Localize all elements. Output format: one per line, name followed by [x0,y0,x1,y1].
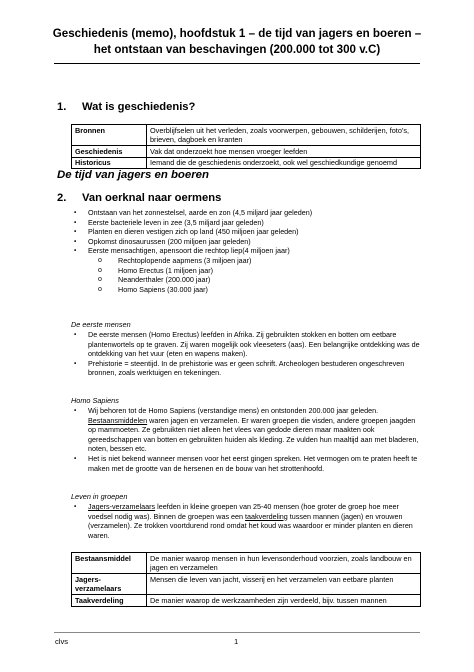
sub-list-item: o Homo Sapiens (30.000 jaar) [98,284,208,294]
footer-author: clvs [55,637,69,646]
table-row [72,553,421,574]
list-item: ▪ Eerste mensachtigen, apensoort die rechtop liep(4 miljoen jaar) o Rechtoplopende aapmens (3 miljoen jaar) o Homo Erectus (1 miljoen jaar) o Neanderthaler (200.000 jaar) o Homo Sapiens (30.000 jaar) [71,246,421,294]
table-definition: De manier waarop de werkzaamheden zijn verdeeld, bijv. tussen mannen [147,595,421,607]
sub-list-item: o Homo Erectus (1 miljoen jaar) [98,265,214,275]
list-item: ▪ Ontstaan van het zonnestelsel, aarde en zon (4,5 miljard jaar geleden) [74,208,313,217]
table-term: Jagers-verzamelaars [72,574,147,595]
list-item: ▪ Jagers-verzamelaars leefden in kleine groepen van 25-40 mensen (hoe groter de groep hoe meer voedsel nodig was). Binnen de groepen was een taakverdeling tussen mannen (jagen) en vrouwen (verzamelen). Ze trokken voortdurend rond omdat het koud was waardoor er minder planten en dieren waren. [74,502,413,540]
table-term: Bestaansmiddel [72,553,147,574]
sub-list [88,256,421,294]
list-item: ▪ Wij behoren tot de Homo Sapiens (verstandige mens) en ontstonden 200.000 jaar geleden. Bestaansmiddelen waren jagen en verzamelen. Er waren groepen die visden, andere groepen jaagden op mammoeten. Ze gebruikten niet alleen het vlees van gedode dieren maar maakten ook gereedschappen van botten en gebruikten huiden als kleding. Ze vulden hun maaltijd aan met bladeren, noten, bessen etc. [74,406,419,454]
table-term: Historicus [72,157,147,169]
table-row [72,574,421,595]
table-term: Bronnen [72,125,147,146]
section-1-heading: 1. Wat is geschiedenis? [57,101,196,113]
homo-sapiens-list [71,406,421,473]
title-line-2: het ontstaan van beschavingen (200.000 tot 300 v.C) [93,43,381,56]
table-row [72,125,421,146]
table-definition: Mensen die leven van jacht, visserij en het verzamelen van eetbare planten [147,574,421,595]
list-item: ▪ De eerste mensen (Homo Erectus) leefden in Afrika. Zij gebruikten stokken en botten om eetbare plantenwortels op te graven. Zij waren mogelijk ook vleeseters (aas). Een belangrijke ontdekking was de ontdekking van het vuur (eten en wapens maken). [74,330,420,359]
list-item: ▪ Planten en dieren vestigen zich op land (450 miljoen jaar geleden) [74,227,299,237]
subheading-homo-sapiens: Homo Sapiens [71,396,119,405]
subheading-leven-in-groepen: Leven in groepen [71,492,128,501]
table-row [72,146,421,158]
table-term: Geschiedenis [72,146,147,158]
part-heading: De tijd van jagers en boeren [57,169,209,181]
definitions-table-2 [71,552,421,607]
list-item: ▪ Eerste bacteriele leven in zee (3,5 miljard jaar geleden) [74,217,264,227]
document-title [40,26,434,58]
table-definition: Overblijfselen uit het verleden, zoals voorwerpen, gebouwen, schilderijen, foto’s, brieven, dagboek en kranten [147,125,421,146]
table-row [72,157,421,169]
timeline-list [71,208,421,294]
page-number: 1 [234,637,239,646]
table-definition: De manier waarop mensen in hun levensonderhoud voorzien, zoals landbouw en jagen en verzamelen [147,553,421,574]
sub-list-item: o Neanderthaler (200.000 jaar) [98,275,211,285]
subheading-eerste-mensen: De eerste mensen [71,320,131,329]
title-line-1: Geschiedenis (memo), hoofdstuk 1 – de tijd van jagers en boeren – [52,27,422,40]
list-item: ▪ Prehistorie = steentijd. In de prehistorie was er geen schrift. Archeologen bestuderen ongeschreven bronnen, zoals werktuigen en tekeningen. [74,358,405,378]
footer-rule [54,632,420,633]
table-definition: Iemand die de geschiedenis onderzoekt, ook wel geschiedkundige genoemd [147,157,421,169]
leven-in-groepen-list [71,502,421,540]
definitions-table-1 [71,124,421,169]
table-row [72,595,421,607]
eerste-mensen-list [71,330,421,378]
section-2-heading: 2. Van oerknal naar oermens [57,192,222,204]
sub-list-item: o Rechtoplopende aapmens (3 miljoen jaar) [98,255,252,265]
list-item: ▪ Het is niet bekend wanneer mensen voor het eerst gingen spreken. Het vermogen om te praten heeft te maken met de grootte van de hersenen en de bouw van het strottenhoofd. [74,453,418,473]
table-definition: Vak dat onderzoekt hoe mensen vroeger leefden [147,146,421,158]
title-rule [54,63,420,64]
list-item: ▪ Opkomst dinosaurussen (200 miljoen jaar geleden) [74,236,251,246]
table-term: Taakverdeling [72,595,147,607]
